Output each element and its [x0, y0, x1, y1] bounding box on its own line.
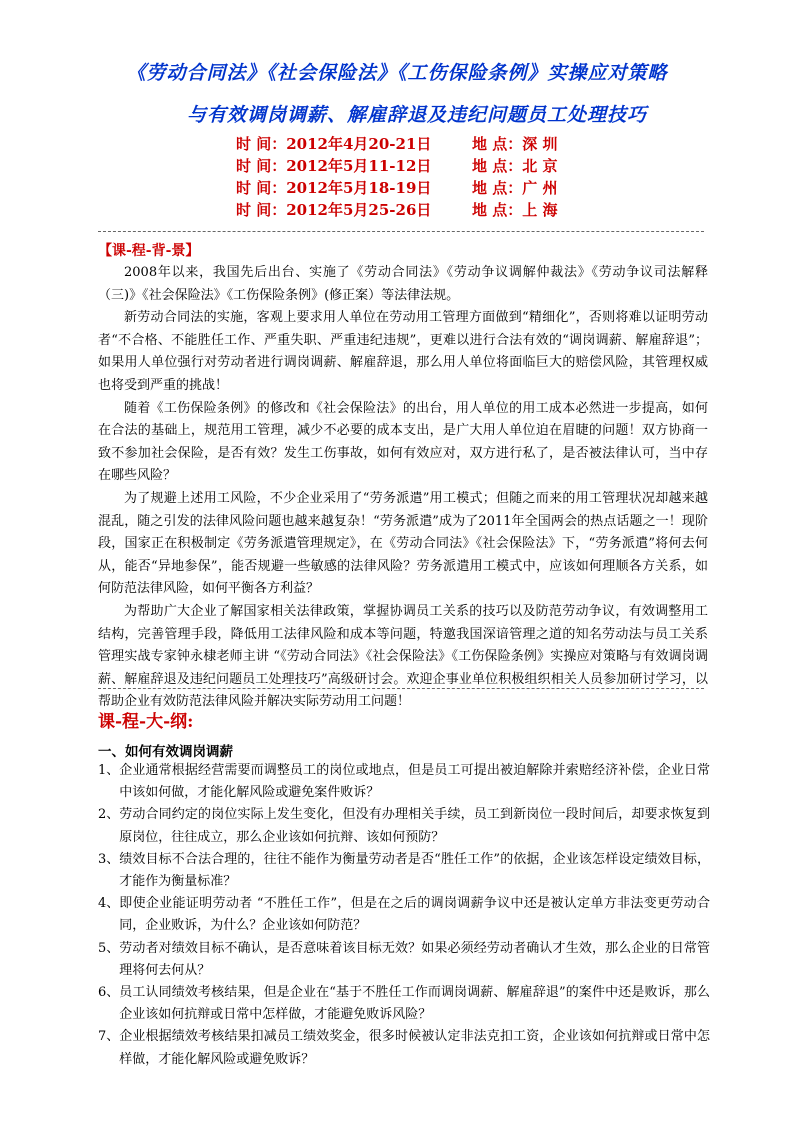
item-number: 4、 [98, 896, 120, 912]
item-text: 劳动合同约定的岗位实际上发生变化，但没有办理相关手续，员工到新岗位一段时间后，却要求恢复到原岗位，往往成立，那么企业该如何抗辩、该如何预防？ [119, 807, 710, 845]
item-number: 7、 [98, 1029, 120, 1045]
item-text: 企业根据绩效考核结果扣减员工绩效奖金，很多时候被认定非法克扣工资，企业该如何抗辩或日常中怎样做，才能化解风险或避免败诉？ [119, 1029, 710, 1067]
background-paragraph: 为帮助广大企业了解国家相关法律政策，掌握协调员工关系的技巧以及防范劳动争议，有效调整用工结构，完善管理手段，降低用工法律风险和成本等问题，特邀我国深谙管理之道的知名劳动法与员工关系管理实战专家钟永棣老师主讲 “《劳动合同法》《社会保险法》《工伤保险条例》实操应对策略与有效调岗调薪、解雇辞退及违纪问题员工处理技巧”高级研讨会。欢迎企事业单位积极组织相关人员参加研讨学习，以帮助企业有效防范法律风险并解决实际劳动用工问题！ [98, 603, 708, 710]
item-text: 劳动者对绩效目标不确认，是否意味着该目标无效？如果必须经劳动者确认才生效，那么企业的日常管理将何去何从？ [119, 940, 710, 978]
schedule-place: 地 点：广 州 [472, 179, 558, 197]
item-number: 3、 [98, 851, 120, 867]
item-number: 1、 [98, 763, 120, 778]
item-number: 6、 [98, 985, 120, 1001]
title-line-1: 《劳动合同法》《社会保险法》《工伤保险条例》实操应对策略 [126, 62, 668, 84]
outline-heading: 课-程-大-纲: [98, 712, 194, 732]
divider-middle [98, 688, 704, 689]
item-text: 企业通常根据经营需要而调整员工的岗位或地点，但是员工可提出被迫解除并索赔经济补偿，企业日常中该如何做，才能化解风险或避免案件败诉？ [119, 763, 710, 801]
divider-top [98, 231, 704, 232]
background-heading: 【课-程-背-景】 [98, 243, 200, 259]
item-number: 2、 [98, 807, 120, 823]
outline-list [98, 760, 710, 1071]
background-paragraph: 为了规避上述用工风险，不少企业采用了“劳务派遣”用工模式；但随之而来的用工管理状况却越来越混乱，随之引发的法律风险问题也越来越复杂！“劳务派遣”成为了2011年全国两会的热点话题之一！现阶段，国家正在积极制定《劳务派遣管理规定》，在《劳动合同法》《社会保险法》下，“劳务派遣”将何去何从，能否“异地参保”，能否规避一些敏感的法律风险？劳务派遣用工模式中，应该如何理顺各方关系，如何防范法律风险，如何平衡各方利益？ [98, 490, 708, 597]
schedule-row [236, 155, 656, 177]
section-title: 一、如何有效调岗调薪 [98, 744, 233, 760]
list-item [98, 893, 710, 937]
schedule-place: 地 点：深 圳 [472, 135, 558, 153]
schedule-time: 时 间：2012年5月25-26日 [236, 201, 432, 219]
schedule-place: 地 点：北 京 [472, 157, 558, 175]
background-paragraph: 新劳动合同法的实施，客观上要求用人单位在劳动用工管理方面做到“精细化”，否则将难以证明劳动者“不合格、不能胜任工作、严重失职、严重违纪违规”，更难以进行合法有效的“调岗调薪、解雇辞退”；如果用人单位强行对劳动者进行调岗调薪、解雇辞退，那么用人单位将面临巨大的赔偿风险，其管理权威也将受到严重的挑战！ [98, 310, 708, 393]
list-item [98, 938, 710, 982]
schedule-row [236, 133, 656, 155]
item-number: 5、 [98, 940, 120, 956]
schedule-time: 时 间：2012年5月18-19日 [236, 179, 432, 197]
list-item [98, 1026, 710, 1070]
list-item [98, 849, 710, 893]
item-text: 员工认同绩效考核结果，但是企业在“基于不胜任工作而调岗调薪、解雇辞退”的案件中还是败诉，那么企业该如何抗辩或日常中怎样做，才能避免败诉风险？ [119, 985, 710, 1023]
background-paragraph: 2008年以来，我国先后出台、实施了《劳动合同法》《劳动争议调解仲裁法》《劳动争议司法解释（三)》《社会保险法》《工伤保险条例》(修正案）等法律法规。 [98, 265, 708, 303]
title-line-2: 与有效调岗调薪、解雇辞退及违纪问题员工处理技巧 [186, 104, 647, 126]
schedule-time: 时 间：2012年4月20-21日 [236, 135, 432, 153]
schedule-row [236, 199, 656, 221]
schedule-row [236, 177, 656, 199]
schedule-block [236, 133, 656, 221]
list-item [98, 804, 710, 848]
schedule-place: 地 点：上 海 [472, 201, 558, 219]
list-item [98, 760, 710, 804]
background-paragraph: 随着《工伤保险条例》的修改和《社会保险法》的出台，用人单位的用工成本必然进一步提高，如何在合法的基础上，规范用工管理，减少不必要的成本支出，是广大用人单位迫在眉睫的问题！双方协商一致不参加社会保险，是否有效？发生工伤事故，如何有效应对，双方进行私了，是否被法律认可，当中存在哪些风险？ [98, 400, 708, 484]
item-text: 绩效目标不合法合理的，往往不能作为衡量劳动者是否“胜任工作”的依据，企业该怎样设定绩效目标，才能作为衡量标准？ [119, 851, 710, 890]
schedule-time: 时 间：2012年5月11-12日 [236, 157, 432, 175]
background-body [98, 262, 708, 714]
item-text: 即使企业能证明劳动者 “不胜任工作”，但是在之后的调岗调薪争议中还是被认定单方非法变更劳动合同，企业败诉，为什么？企业该如何防范？ [119, 896, 710, 934]
list-item [98, 982, 710, 1026]
